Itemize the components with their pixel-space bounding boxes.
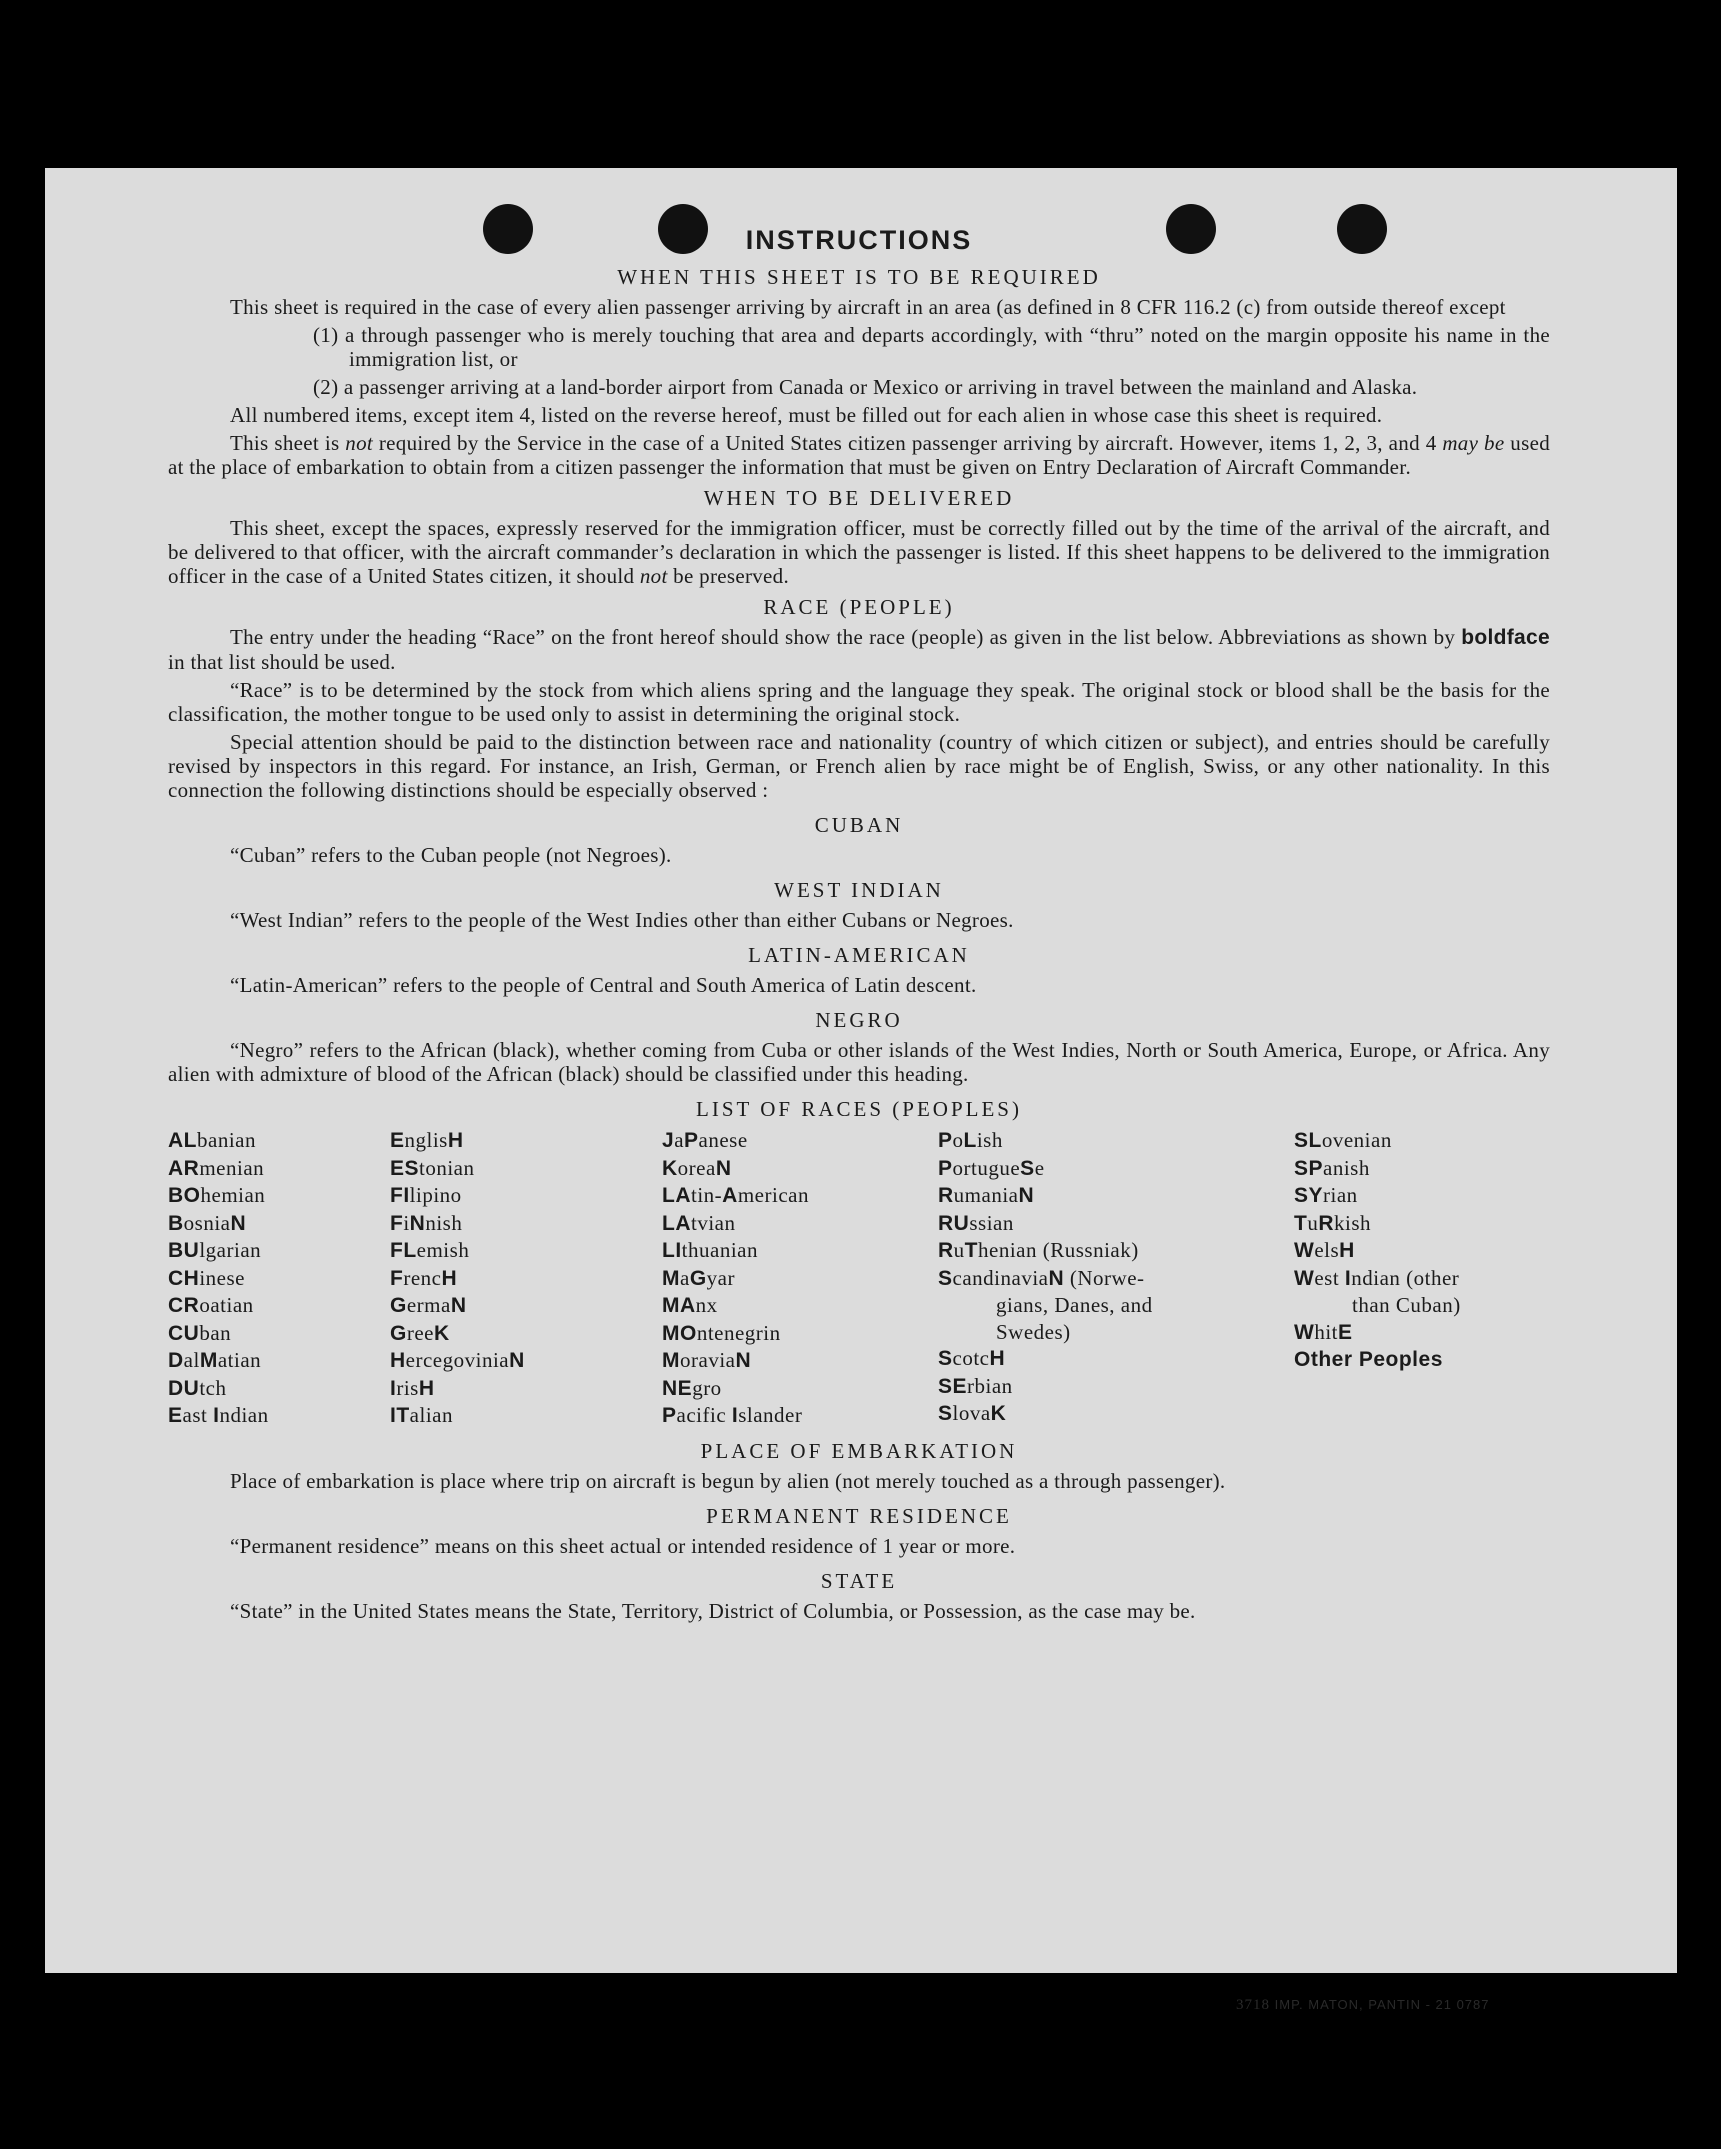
race-entry [938, 1345, 1294, 1373]
race-text: slander [738, 1403, 803, 1427]
abbreviation-letters: MO [662, 1321, 697, 1345]
abbreviation-letters: BO [168, 1184, 201, 1207]
abbreviation-letters: N [1048, 1266, 1065, 1290]
text-span: This sheet is [230, 431, 346, 455]
race-text: yar [706, 1265, 735, 1290]
race-entry [1294, 1182, 1550, 1210]
abbreviation-letters: H [441, 1266, 458, 1290]
race-text: Swedes) [996, 1319, 1071, 1344]
race-text: anish [1323, 1155, 1370, 1180]
heading-list-of-races: LIST OF RACES (PEOPLES) [696, 1097, 1022, 1121]
race-text: ast [182, 1403, 214, 1427]
abbreviation-letters: A [722, 1184, 738, 1207]
heading-cuban: CUBAN [814, 813, 904, 837]
printer-mark: IMP. MATON, PANTIN - 21 0787 [1274, 1997, 1490, 2012]
race-text: al [183, 1348, 200, 1372]
race-entry [168, 1155, 390, 1183]
race-text: nglis [404, 1128, 448, 1152]
abbreviation-letters: DU [168, 1376, 200, 1400]
abbreviation-letters: W [1294, 1320, 1315, 1344]
abbreviation-letters: SE [938, 1374, 968, 1398]
race-text: candinavia [952, 1265, 1049, 1290]
race-entry [662, 1265, 938, 1293]
abbreviation-letters: R [938, 1184, 954, 1207]
race-text: menian [199, 1155, 265, 1180]
race-entry [390, 1347, 662, 1375]
paragraph: “Negro” refers to the African (black), whether coming from Cuba or other islands of the West Indies, North or South America, Europe, or Africa. Any alien with admixture of blood of the African (black) should be classified under this heading. [168, 1038, 1550, 1086]
abbreviation-letters: R [1318, 1211, 1334, 1235]
emphasis: may be [1442, 431, 1505, 455]
abbreviation-letters: N [450, 1294, 467, 1317]
heading-embarkation: PLACE OF EMBARKATION [700, 1438, 1018, 1463]
race-entry [938, 1265, 1294, 1293]
race-entry-continuation [938, 1319, 1294, 1346]
race-text: thuanian [681, 1238, 758, 1262]
race-entry [662, 1347, 938, 1375]
races-column [1294, 1127, 1550, 1430]
race-text: banian [197, 1128, 256, 1152]
race-entry [1294, 1127, 1550, 1155]
paragraph: “West Indian” refers to the people of the West Indies other than either Cubans or Negroes. [230, 908, 1014, 932]
race-text: erma [406, 1293, 451, 1317]
race-text: lgarian [199, 1238, 262, 1262]
page-title: INSTRUCTIONS [745, 225, 973, 255]
text-span: This sheet, except the spaces, expressly reserved for the immigration officer, must be correctly filled out by the time of the arrival of the aircraft, and be delivered to that officer, with the aircraft commander’s declaration in which the passenger is listed. If this sheet happens to be delivered to the immigration officer in the case of a United States citizen, it should [168, 516, 1550, 588]
abbreviation-letters: K [433, 1321, 450, 1345]
abbreviation-letters: N [1018, 1184, 1035, 1207]
race-entry [168, 1210, 390, 1238]
race-entry [168, 1320, 390, 1348]
abbreviation-letters: T [964, 1239, 978, 1262]
abbreviation-letters: D [168, 1349, 184, 1372]
abbreviation-letters: SL [1294, 1129, 1322, 1152]
race-entry [168, 1237, 390, 1265]
abbreviation-letters: G [689, 1266, 707, 1290]
paragraph: This sheet is required in the case of every alien passenger arriving by aircraft in an area (as defined in 8 CFR 116.2 (c) from outside thereof except [230, 295, 1506, 319]
race-text: atian [217, 1348, 262, 1372]
bold-word: boldface [1461, 626, 1550, 649]
abbreviation-letters: M [662, 1349, 680, 1372]
abbreviation-letters: FI [390, 1184, 410, 1207]
race-entry [390, 1237, 662, 1265]
race-text: gro [692, 1375, 722, 1400]
abbreviation-letters: H [390, 1349, 406, 1372]
text-span: used at the place of embarkation to obtain from a citizen passenger the information that must be given on Entry Declaration of Aircraft Commander. [168, 431, 1551, 479]
races-column [390, 1127, 662, 1430]
race-entry [168, 1402, 390, 1430]
races-column [662, 1127, 938, 1430]
abbreviation-letters: I [213, 1404, 220, 1427]
abbreviation-letters: LA [662, 1211, 691, 1235]
race-text: i [403, 1210, 410, 1235]
abbreviation-letters: N [230, 1211, 247, 1235]
abbreviation-letters: W [1294, 1239, 1315, 1262]
race-entry [1294, 1210, 1550, 1238]
form-number: 3718 [1236, 1997, 1270, 2013]
printer-footer [1236, 1997, 1490, 2014]
race-text: o [952, 1128, 964, 1152]
race-entry [938, 1400, 1294, 1428]
race-entry [662, 1292, 938, 1320]
abbreviation-letters: L [963, 1129, 977, 1152]
paragraph: All numbered items, except item 4, listed on the reverse hereof, must be filled out for each alien in whose case this sheet is required. [230, 403, 1383, 427]
paragraph: Special attention should be paid to the distinction between race and nationality (country of which citizen or subject), and entries should be carefully revised by inspectors in this regard. For instance, an Irish, German, or French alien by race might be of English, Swiss, or any other nationality. In this connection the following distinctions should be especially observed : [168, 730, 1550, 802]
emphasis: not [345, 431, 374, 455]
heading-state: STATE [820, 1568, 898, 1593]
race-text: est [1314, 1265, 1345, 1290]
abbreviation-letters: N [715, 1156, 732, 1180]
paragraph [168, 516, 1550, 588]
abbreviation-letters: J [662, 1129, 675, 1152]
abbreviation-letters: M [662, 1266, 680, 1290]
race-entry [938, 1210, 1294, 1238]
race-entry [938, 1182, 1294, 1210]
abbreviation-letters: P [938, 1156, 953, 1180]
race-text: ndian [219, 1403, 269, 1427]
abbreviation-letters: S [1020, 1156, 1035, 1180]
race-text: tin- [691, 1183, 723, 1207]
race-entry [168, 1182, 390, 1210]
paragraph: “Race” is to be determined by the stock from which aliens spring and the language they speak. The original stock or blood shall be the basis for the classification, the mother tongue to be used only to assist in determining the original stock. [168, 678, 1550, 726]
abbreviation-letters: BU [168, 1239, 200, 1262]
race-entry [390, 1265, 662, 1293]
race-entry [390, 1375, 662, 1403]
race-entry [662, 1155, 938, 1183]
race-entry [1294, 1319, 1550, 1347]
race-text: hemian [200, 1183, 266, 1207]
heading-when-required: WHEN THIS SHEET IS TO BE REQUIRED [617, 265, 1101, 289]
race-text: henian (Russniak) [978, 1238, 1139, 1262]
race-text: umania [953, 1183, 1019, 1207]
abbreviation-letters: FL [390, 1239, 417, 1262]
abbreviation-letters: I [1344, 1266, 1352, 1290]
race-text: ris [396, 1375, 419, 1400]
heading-negro: NEGRO [815, 1008, 903, 1032]
race-entry [390, 1292, 662, 1320]
race-text: u [1307, 1210, 1319, 1235]
race-text: than Cuban) [1352, 1293, 1461, 1317]
abbreviation-letters: F [390, 1266, 404, 1290]
heading-west-indian: WEST INDIAN [774, 878, 944, 902]
race-entry [390, 1320, 662, 1348]
race-text: tch [199, 1375, 227, 1400]
race-entry [390, 1210, 662, 1238]
abbreviation-letters: AR [168, 1156, 200, 1180]
abbreviation-letters: N [509, 1349, 525, 1372]
race-entry [662, 1320, 938, 1348]
race-entry-continuation [1294, 1292, 1550, 1319]
abbreviation-letters: N [409, 1211, 426, 1235]
race-text: tvian [691, 1210, 736, 1235]
abbreviation-letters: SP [1294, 1156, 1324, 1180]
abbreviation-letters: G [390, 1294, 407, 1317]
abbreviation-letters: LA [662, 1184, 691, 1207]
race-text: anese [698, 1128, 748, 1152]
race-entry [168, 1347, 390, 1375]
abbreviation-letters: P [662, 1404, 677, 1427]
instructions-content [168, 225, 1550, 1623]
race-text: a [674, 1128, 685, 1152]
abbreviation-letters: CR [168, 1294, 200, 1317]
list-item: (1) a through passenger who is merely touching that area and departs accordingly, with “thru” noted on the margin opposite his name in the immigration list, or [313, 323, 1550, 371]
heading-latin-american: LATIN-AMERICAN [748, 943, 970, 967]
abbreviation-letters: R [938, 1239, 954, 1262]
heading-when-delivered: WHEN TO BE DELIVERED [703, 486, 1015, 510]
race-entry [390, 1127, 662, 1155]
races-column [938, 1127, 1294, 1430]
race-text: ercegovinia [405, 1348, 510, 1372]
race-entry [390, 1182, 662, 1210]
race-entry [168, 1375, 390, 1403]
paragraph: “State” in the United States means the State, Territory, District of Columbia, or Possession, as the case may be. [230, 1598, 1196, 1623]
abbreviation-letters: H [418, 1376, 435, 1400]
race-entry [1294, 1346, 1550, 1374]
abbreviation-letters: S [938, 1402, 953, 1425]
race-entry [938, 1127, 1294, 1155]
text-span: The entry under the heading “Race” on the front hereof should show the race (people) as given in the list below. Abbreviations as shown by [230, 625, 1462, 649]
abbreviation-letters: K [990, 1402, 1007, 1425]
race-text: lova [952, 1401, 991, 1425]
races-column [168, 1127, 390, 1430]
abbreviation-letters: W [1294, 1266, 1315, 1290]
race-text: lipino [409, 1183, 462, 1207]
race-entry [168, 1292, 390, 1320]
race-entry [390, 1402, 662, 1430]
list-item: (2) a passenger arriving at a land-border airport from Canada or Mexico or arriving in travel between the mainland and Alaska. [313, 375, 1418, 399]
abbreviation-letters: MA [662, 1294, 696, 1317]
race-text: cotc [952, 1346, 990, 1370]
abbreviation-letters: CU [168, 1321, 200, 1345]
race-text: alian [409, 1403, 453, 1427]
race-text: emish [416, 1238, 470, 1262]
abbreviation-letters: T [1294, 1211, 1308, 1235]
abbreviation-letters: P [684, 1129, 699, 1152]
race-text: oravia [680, 1348, 736, 1372]
race-text: els [1314, 1238, 1340, 1262]
abbreviation-letters: S [938, 1347, 953, 1370]
race-entry [662, 1237, 938, 1265]
race-entry [662, 1182, 938, 1210]
abbreviation-letters: LI [662, 1239, 682, 1262]
abbreviation-letters: F [390, 1211, 404, 1235]
abbreviation-letters: G [390, 1321, 407, 1345]
race-entry [938, 1155, 1294, 1183]
race-text: ish [976, 1128, 1003, 1152]
race-text: ssian [969, 1210, 1014, 1235]
race-text: rbian [967, 1373, 1013, 1398]
paragraph: Place of embarkation is place where trip on aircraft is begun by alien (not merely touched as a through passenger). [230, 1468, 1226, 1493]
abbreviation-letters: H [989, 1347, 1006, 1370]
race-text: orea [677, 1155, 716, 1180]
paragraph: “Cuban” refers to the Cuban people (not Negroes). [230, 843, 672, 867]
abbreviation-letters: E [390, 1129, 405, 1152]
abbreviation-letters: ES [390, 1156, 420, 1180]
race-text: tonian [419, 1155, 475, 1180]
abbreviation-letters: IT [390, 1404, 410, 1427]
race-text: acific [676, 1403, 732, 1427]
abbreviation-letters: H [447, 1129, 464, 1152]
race-text: ree [406, 1320, 434, 1345]
race-text: merican [737, 1183, 809, 1207]
race-entry [938, 1237, 1294, 1265]
race-text: oatian [199, 1293, 254, 1317]
race-text: ban [199, 1320, 232, 1345]
abbreviation-letters: S [938, 1266, 953, 1290]
abbreviation-letters: RU [938, 1211, 970, 1235]
abbreviation-letters: M [199, 1349, 218, 1372]
paragraph: “Permanent residence” means on this sheet actual or intended residence of 1 year or more. [230, 1533, 1016, 1558]
emphasis: not [639, 564, 668, 588]
abbreviation-letters: E [1338, 1320, 1353, 1344]
heading-permanent-residence: PERMANENT RESIDENCE [706, 1503, 1012, 1528]
abbreviation-letters: K [662, 1156, 678, 1180]
race-text: a [680, 1265, 690, 1290]
abbreviation-letters: E [168, 1404, 183, 1427]
abbreviation-letters: B [168, 1211, 184, 1235]
race-text: e [1034, 1155, 1045, 1180]
race-entry [390, 1155, 662, 1183]
race-entry [1294, 1265, 1550, 1293]
race-text: u [953, 1238, 965, 1262]
abbreviation-letters: SY [1294, 1184, 1324, 1207]
race-text: osnia [183, 1210, 231, 1235]
race-text: inese [199, 1265, 245, 1290]
race-text: ortugue [952, 1155, 1021, 1180]
race-entry [168, 1127, 390, 1155]
race-text: ntenegrin [696, 1320, 781, 1345]
race-entry [1294, 1237, 1550, 1265]
race-text: nish [425, 1210, 463, 1235]
text-span: be preserved. [667, 564, 790, 588]
abbreviation-letters: CH [168, 1266, 200, 1290]
race-text: ovenian [1321, 1128, 1392, 1152]
abbreviation-letters: P [938, 1129, 953, 1152]
race-text: hit [1314, 1319, 1338, 1344]
paragraph: “Latin-American” refers to the people of Central and South America of Latin descent. [230, 973, 977, 997]
race-entry-continuation [938, 1292, 1294, 1319]
text-span: in that list should be used. [168, 650, 396, 674]
text-span: required by the Service in the case of a United States citizen passenger arriving by aircraft. However, items 1, 2, 3, and 4 [373, 431, 1443, 455]
abbreviation-letters: I [731, 1404, 739, 1427]
races-list [168, 1127, 1550, 1430]
race-text: kish [1334, 1210, 1372, 1235]
paragraph [168, 431, 1550, 479]
heading-race: RACE (PEOPLE) [763, 595, 955, 619]
race-text: gians, Danes, and [996, 1293, 1153, 1317]
race-text: ndian (other [1351, 1265, 1460, 1290]
race-entry [938, 1373, 1294, 1401]
abbreviation-letters: AL [168, 1129, 197, 1152]
race-entry [662, 1402, 938, 1430]
race-text: nx [695, 1293, 718, 1317]
abbreviation-letters: N [735, 1349, 752, 1372]
paragraph [168, 625, 1550, 674]
race-text: rian [1323, 1183, 1358, 1207]
race-entry [662, 1127, 938, 1155]
race-entry [1294, 1155, 1550, 1183]
race-text: (Norwe- [1064, 1265, 1145, 1290]
race-text: renc [403, 1265, 442, 1290]
abbreviation-letters: Other Peoples [1294, 1348, 1443, 1371]
race-entry [662, 1210, 938, 1238]
abbreviation-letters: I [390, 1376, 397, 1400]
abbreviation-letters: NE [662, 1376, 693, 1400]
race-entry [662, 1375, 938, 1403]
abbreviation-letters: H [1339, 1239, 1355, 1262]
race-entry [168, 1265, 390, 1293]
